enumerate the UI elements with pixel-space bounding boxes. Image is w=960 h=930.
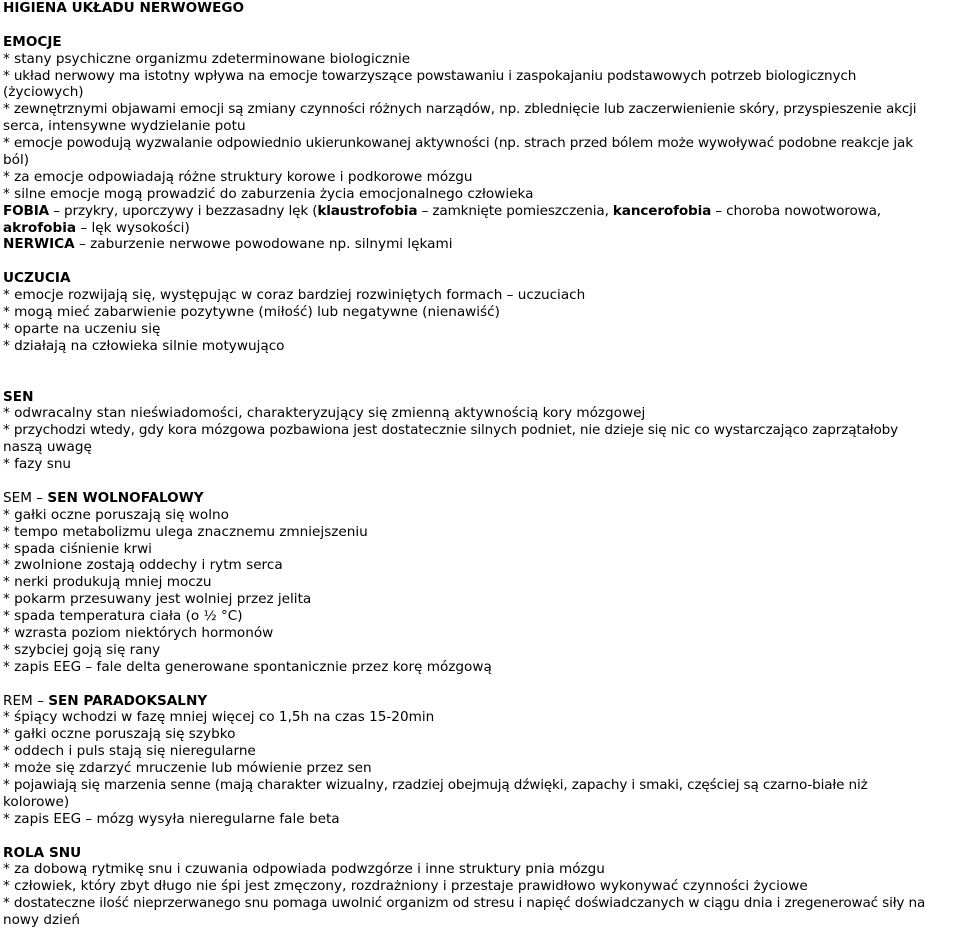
uczucia-line: * działają na człowieka silnie motywująco — [3, 337, 285, 354]
emocje-line: * emocje powodują wyzwalanie odpowiednio ukierunkowanej aktywności (np. strach przed bólem może wywoływać podobne reakcje jak — [3, 135, 913, 152]
sem-title: SEN WOLNOFALOWY — [47, 489, 204, 506]
akrofobia-term: akrofobia — [3, 219, 77, 236]
klaustrofobia-def: – zamknięte pomieszczenia, — [417, 202, 613, 219]
document-title: HIGIENA UKŁADU NERWOWEGO — [3, 0, 245, 16]
sem-line: * zwolnione zostają oddechy i rytm serca — [3, 557, 283, 574]
rem-line: * oddech i puls stają się nieregularne — [3, 743, 256, 760]
emocje-line: * zewnętrznymi objawami emocji są zmiany czynności różnych narządów, np. zblednięcie lub zaczerwienienie skóry, przyspieszenie akcji — [3, 101, 917, 118]
section-heading-emocje: EMOCJE — [3, 33, 62, 50]
sem-line: * wzrasta poziom niektórych hormonów — [3, 624, 274, 641]
emocje-line: * silne emocje mogą prowadzić do zaburzenia życia emocjonalnego człowieka — [3, 185, 534, 202]
emocje-line: serca, intensywne wydzielanie potu — [3, 118, 246, 135]
sem-line: * szybciej goją się rany — [3, 641, 161, 658]
sem-line: * gałki oczne poruszają się wolno — [3, 506, 229, 523]
sen-line: * odwracalny stan nieświadomości, charakteryzujący się zmienną aktywnością kory mózgowej — [3, 405, 646, 422]
sem-prefix: SEM – — [3, 489, 48, 506]
rem-title: SEN PARADOKSALNY — [48, 692, 208, 709]
rola-line: * człowiek, który zbyt długo nie śpi jest zmęczony, rozdrażniony i przestaje prawidłowo wykonywać czynności życiowe — [3, 878, 808, 895]
nerwica-def: – zaburzenie nerwowe powodowane np. silnymi lękami — [74, 236, 453, 253]
spacer — [3, 355, 960, 389]
rem-line: kolorowe) — [3, 793, 70, 810]
fobia-def: – przykry, uporczywy i bezzasadny lęk ( — [49, 202, 318, 219]
rola-line: * dostateczne ilość nieprzerwanego snu pomaga uwolnić organizm od stresu i napięć doświadczanych w ciągu dnia i zregenerować siły na — [3, 895, 926, 912]
rem-line: * może się zdarzyć mruczenie lub mówienie przez sen — [3, 760, 372, 777]
rem-line: * śpiący wchodzi w fazę mniej więcej co 1,5h na czas 15-20min — [3, 709, 435, 726]
nerwica-term: NERWICA — [3, 236, 75, 253]
fobia-term: FOBIA — [3, 202, 50, 219]
spacer — [3, 17, 960, 34]
sem-line: * nerki produkują mniej moczu — [3, 574, 212, 591]
sem-line: * zapis EEG – fale delta generowane spontanicznie przez korę mózgową — [3, 658, 492, 675]
emocje-line: * stany psychiczne organizmu zdeterminowane biologicznie — [3, 50, 411, 67]
emocje-line: ból) — [3, 152, 30, 169]
sen-line: naszą uwagę — [3, 439, 92, 456]
sem-line: * spada temperatura ciała (o ½ °C) — [3, 608, 243, 625]
uczucia-line: * emocje rozwijają się, występując w coraz bardziej rozwiniętych formach – uczuciach — [3, 287, 586, 304]
section-heading-sem — [3, 490, 960, 507]
spacer — [3, 253, 960, 270]
section-heading-uczucia: UCZUCIA — [3, 270, 71, 287]
emocje-line: * układ nerwowy ma istotny wpływa na emocje towarzyszące powstawaniu i zaspokajaniu podstawowych potrzeb biologicznych — [3, 67, 857, 84]
section-heading-rola-snu: ROLA SNU — [3, 844, 82, 861]
sem-line: * spada ciśnienie krwi — [3, 540, 152, 557]
rem-line: * pojawiają się marzenia senne (mają charakter wizualny, rzadziej obejmują dźwięki, zapachy i smaki, częściej są czarno-białe niż — [3, 776, 868, 793]
spacer — [3, 473, 960, 490]
rem-line: * zapis EEG – mózg wysyła nieregularne fale beta — [3, 810, 340, 827]
spacer — [3, 676, 960, 693]
nerwica-definition — [3, 236, 960, 253]
emocje-line: (życiowych) — [3, 84, 84, 101]
kancerofobia-term: kancerofobia — [612, 202, 712, 219]
akrofobia-def: – lęk wysokości) — [76, 219, 190, 236]
rem-line: * gałki oczne poruszają się szybko — [3, 726, 236, 743]
akrofobia-definition — [3, 220, 960, 237]
emocje-line: * za emocje odpowiadają różne struktury korowe i podkorowe mózgu — [3, 168, 473, 185]
sen-line: * przychodzi wtedy, gdy kora mózgowa pozbawiona jest dostatecznie silnych podniet, nie dzieje się nic co wystarczająco zaprzątałoby — [3, 422, 899, 439]
rola-line: nowy dzień — [3, 912, 80, 929]
section-heading-rem — [3, 693, 960, 710]
spacer — [3, 828, 960, 845]
kancerofobia-def: – choroba nowotworowa, — [711, 202, 881, 219]
klaustrofobia-term: klaustrofobia — [317, 202, 418, 219]
section-heading-sen: SEN — [3, 388, 34, 405]
rola-line: * za dobową rytmikę snu i czuwania odpowiada podwzgórze i inne struktury pnia mózgu — [3, 861, 605, 878]
sem-line: * pokarm przesuwany jest wolniej przez jelita — [3, 591, 312, 608]
sen-line: * fazy snu — [3, 456, 72, 473]
uczucia-line: * mogą mieć zabarwienie pozytywne (miłość) lub negatywne (nienawiść) — [3, 304, 500, 321]
rem-prefix: REM – — [3, 692, 49, 709]
uczucia-line: * oparte na uczeniu się — [3, 320, 161, 337]
sem-line: * tempo metabolizmu ulega znacznemu zmniejszeniu — [3, 523, 368, 540]
fobia-definition — [3, 203, 960, 220]
